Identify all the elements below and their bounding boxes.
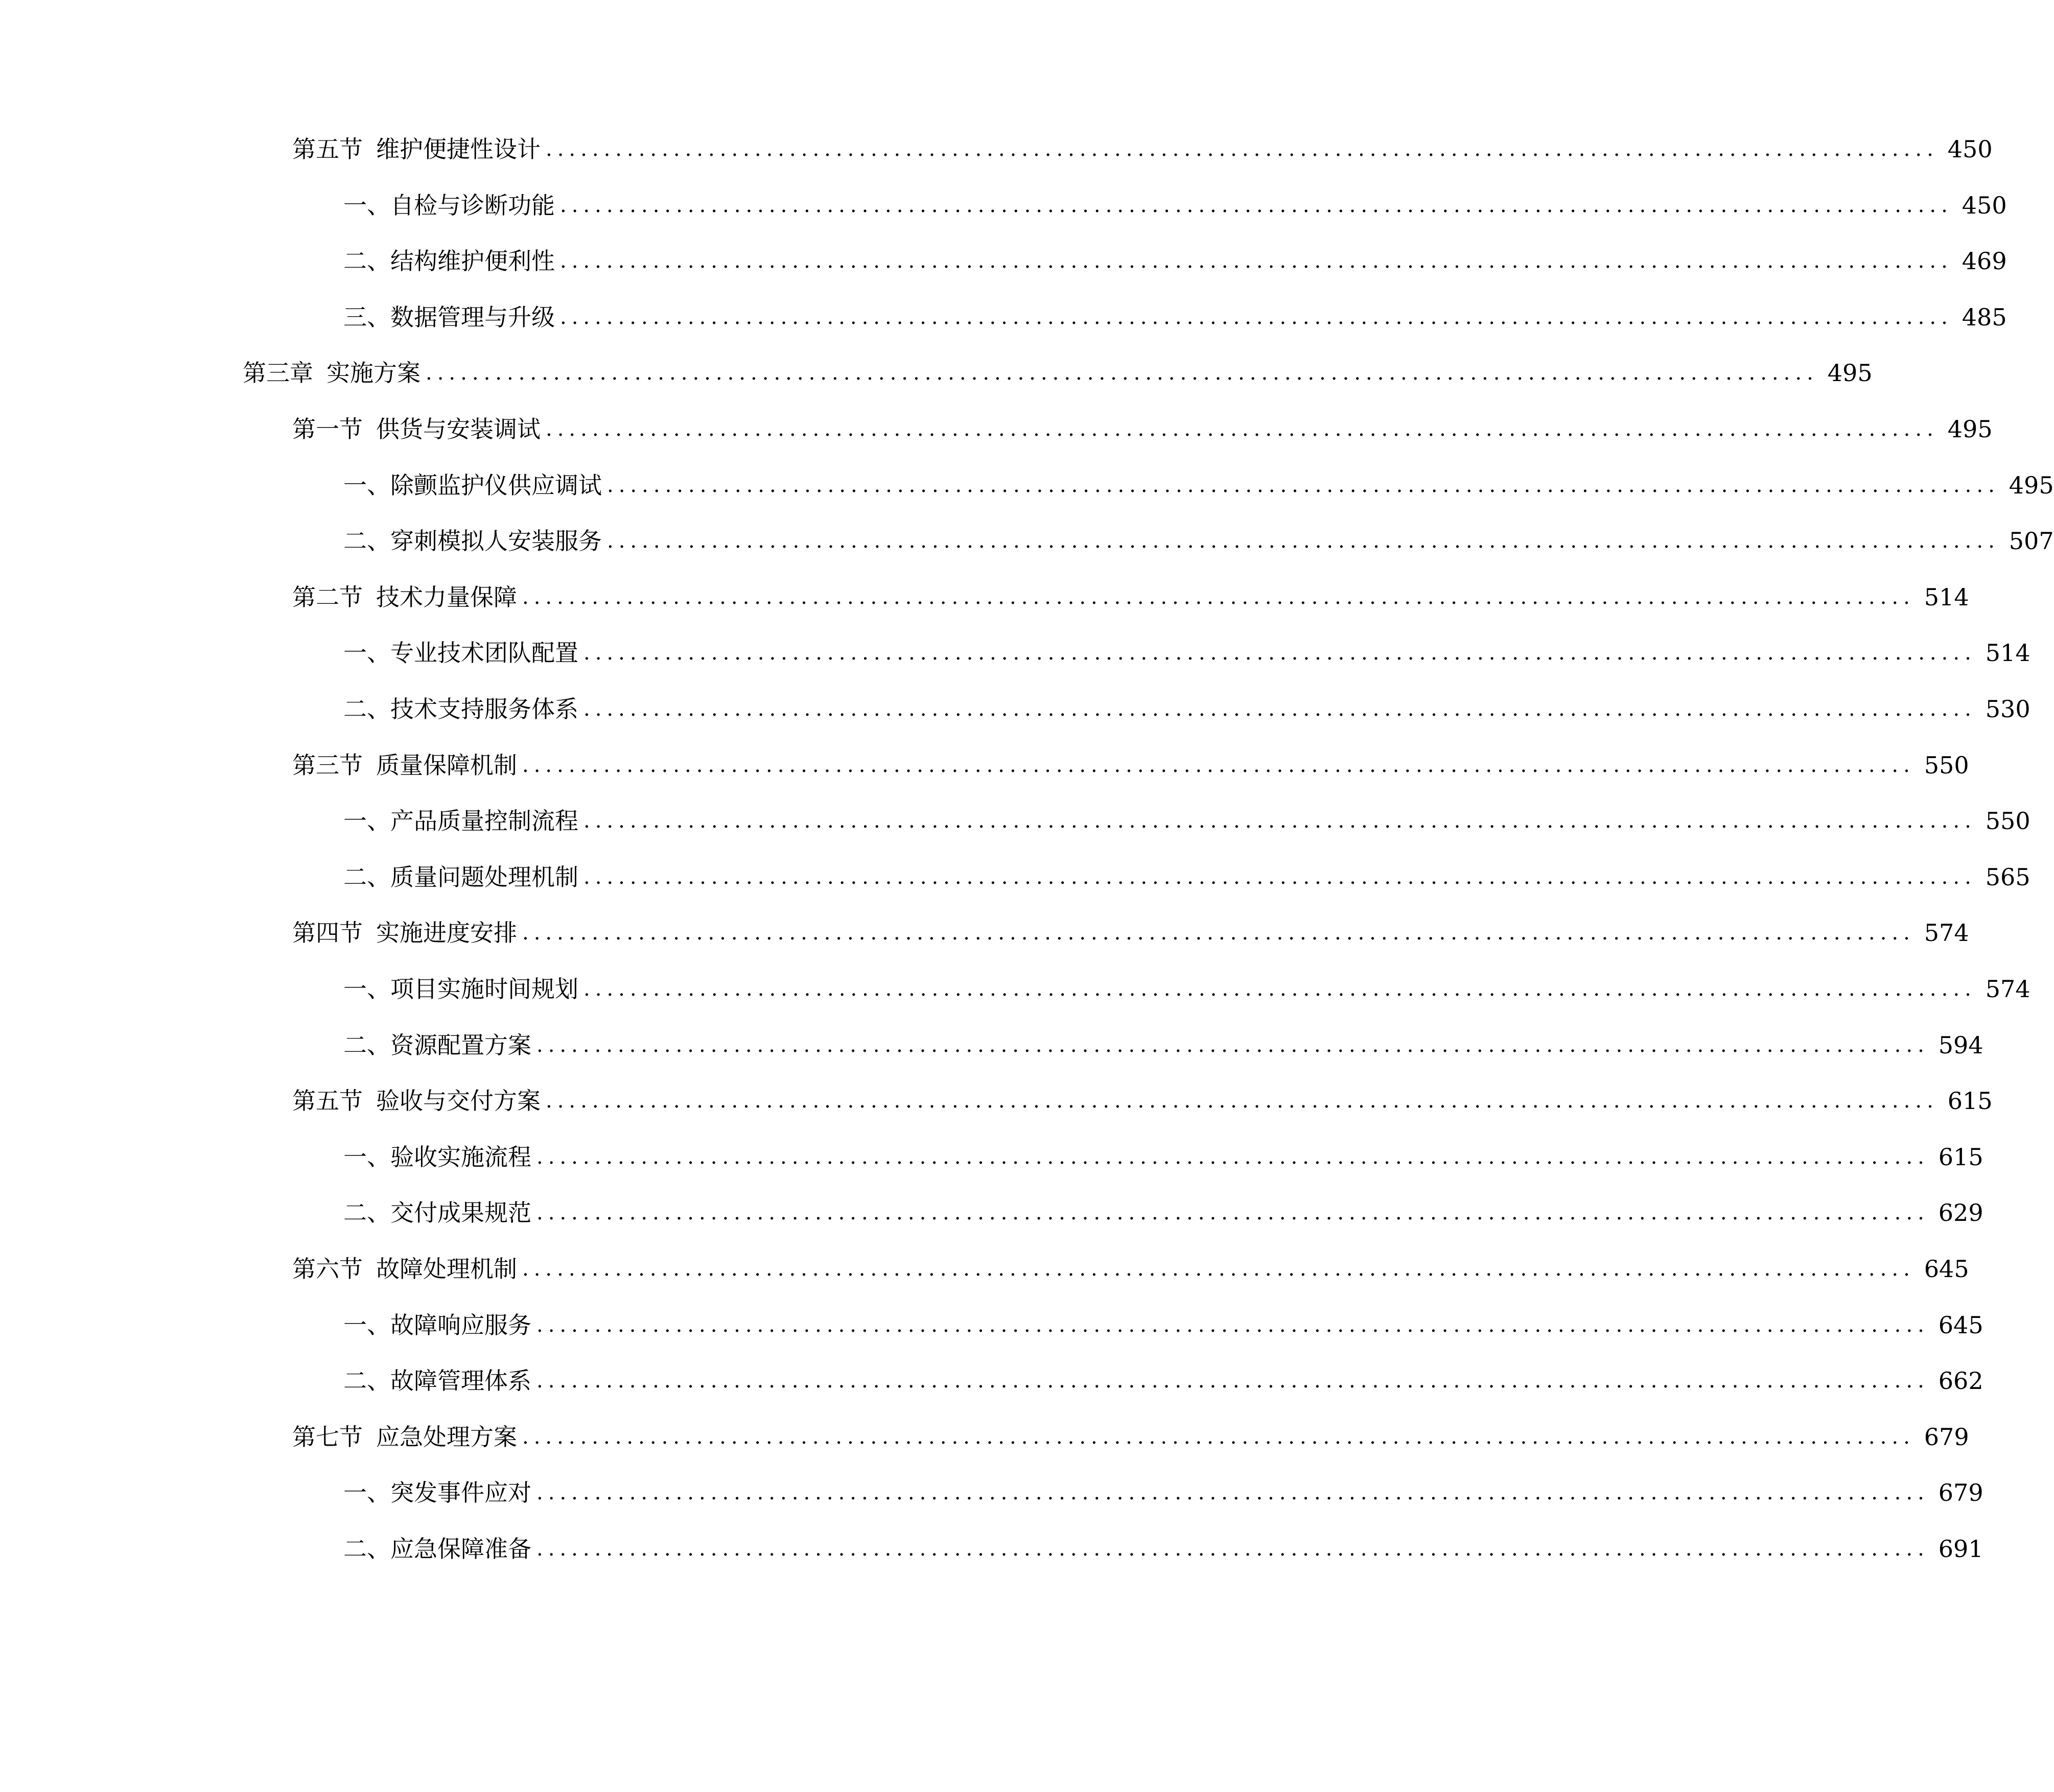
- toc-entry-page-number: 495: [1827, 359, 1873, 387]
- toc-entry-page-number: 615: [1938, 1143, 1983, 1171]
- toc-entry-title: 质量保障机制: [376, 751, 517, 779]
- toc-entry[interactable]: [0, 1528, 1983, 1569]
- toc-entry-inner: [292, 1080, 1993, 1121]
- toc-entry-inner: [292, 129, 1993, 170]
- toc-entry-number: 二、: [343, 1031, 390, 1059]
- dot-leader: ........................................................................................................................: [546, 137, 1939, 161]
- toc-entry-inner: [343, 1472, 1983, 1513]
- dot-leader: ........................................................................................................................: [546, 1089, 1939, 1113]
- toc-entry[interactable]: [0, 241, 2007, 281]
- toc-entry-title: 突发事件应对: [390, 1479, 531, 1507]
- toc-entry[interactable]: [0, 465, 2054, 506]
- toc-entry[interactable]: [0, 800, 2030, 841]
- toc-entry-inner: [343, 1360, 1983, 1401]
- toc-entry-page-number: 495: [1947, 415, 1993, 443]
- toc-entry-title: 实施方案: [326, 359, 421, 387]
- toc-entry[interactable]: [0, 409, 1993, 450]
- toc-entry-number: 第四节: [292, 919, 363, 947]
- toc-entry-page-number: 574: [1924, 919, 1969, 947]
- toc-entry[interactable]: [0, 745, 1969, 786]
- dot-leader: ........................................................................................................................: [583, 977, 1976, 1001]
- toc-entry-inner: [343, 521, 2054, 561]
- toc-entry-title: 故障管理体系: [390, 1367, 531, 1395]
- dot-leader: ........................................................................................................................: [536, 1145, 1929, 1169]
- dot-leader: ........................................................................................................................: [607, 473, 2000, 497]
- dot-leader: ........................................................................................................................: [522, 753, 1915, 777]
- toc-entry[interactable]: [0, 632, 2030, 673]
- toc-entry-title: 应急处理方案: [376, 1423, 517, 1451]
- dot-leader: ........................................................................................................................: [583, 697, 1976, 721]
- toc-entry-number: 第五节: [292, 135, 363, 163]
- toc-entry[interactable]: [0, 1080, 1993, 1121]
- toc-entry-page-number: 530: [1985, 695, 2030, 723]
- toc-entry[interactable]: [0, 1025, 1983, 1066]
- toc-entry-page-number: 645: [1924, 1255, 1969, 1283]
- dot-leader: ........................................................................................................................: [522, 1425, 1915, 1449]
- toc-entry-inner: [343, 1192, 1983, 1233]
- toc-entry-page-number: 662: [1938, 1367, 1983, 1395]
- toc-entry-page-number: 645: [1938, 1311, 1983, 1339]
- toc-entry-page-number: 485: [1962, 303, 2007, 331]
- toc-entry-number: 二、: [343, 695, 390, 723]
- dot-leader: ........................................................................................................................: [546, 417, 1939, 441]
- toc-entry-page-number: 514: [1924, 583, 1969, 611]
- toc-entry-title: 故障处理机制: [376, 1255, 517, 1283]
- toc-entry-page-number: 594: [1938, 1031, 1983, 1059]
- toc-entry-number: 二、: [343, 863, 390, 891]
- toc-entry-number: 一、: [343, 1143, 390, 1171]
- dot-leader: ........................................................................................................................: [522, 1257, 1915, 1281]
- toc-entry-title: 应急保障准备: [390, 1535, 531, 1563]
- toc-entry-title: 除颤监护仪供应调试: [390, 471, 602, 499]
- toc-entry-number: 第五节: [292, 1087, 363, 1115]
- dot-leader: ........................................................................................................................: [536, 1481, 1929, 1505]
- toc-entry-number: 一、: [343, 191, 390, 219]
- dot-leader: ........................................................................................................................: [536, 1201, 1929, 1225]
- toc-entry-page-number: 679: [1924, 1423, 1969, 1451]
- toc-entry-inner: [292, 409, 1993, 450]
- toc-entry[interactable]: [0, 969, 2030, 1009]
- toc-entry-number: 三、: [343, 303, 390, 331]
- dot-leader: ........................................................................................................................: [426, 361, 1818, 385]
- toc-entry-number: 二、: [343, 1535, 390, 1563]
- toc-entry-title: 结构维护便利性: [390, 247, 555, 275]
- toc-entry-inner: [343, 1137, 1983, 1177]
- toc-entry-inner: [292, 577, 1969, 618]
- toc-entry[interactable]: [0, 129, 1993, 170]
- toc-entry-title: 自检与诊断功能: [390, 191, 555, 219]
- toc-entry[interactable]: [0, 1472, 1983, 1513]
- toc-entry-page-number: 450: [1947, 135, 1993, 163]
- toc-entry-number: 一、: [343, 639, 390, 667]
- toc-entry[interactable]: [0, 1305, 1983, 1346]
- toc-entry-inner: [243, 352, 1873, 393]
- toc-entry-inner: [292, 1248, 1969, 1289]
- toc-entry[interactable]: [0, 1137, 1983, 1177]
- toc-entry-title: 交付成果规范: [390, 1199, 531, 1227]
- dot-leader: ........................................................................................................................: [607, 529, 2000, 553]
- toc-entry-inner: [343, 1528, 1983, 1569]
- toc-entry-number: 一、: [343, 1311, 390, 1339]
- dot-leader: ........................................................................................................................: [560, 249, 1953, 273]
- dot-leader: ........................................................................................................................: [522, 921, 1915, 945]
- toc-entry-inner: [343, 689, 2030, 729]
- dot-leader: ........................................................................................................................: [536, 1369, 1929, 1393]
- toc-entry-inner: [343, 632, 2030, 673]
- toc-entry-title: 实施进度安排: [376, 919, 517, 947]
- toc-entry-title: 质量问题处理机制: [390, 863, 578, 891]
- toc-entry-title: 专业技术团队配置: [390, 639, 578, 667]
- toc-entry-page-number: 469: [1962, 247, 2007, 275]
- toc-entry-page-number: 495: [2009, 471, 2054, 499]
- toc-entry[interactable]: [0, 352, 1873, 393]
- toc-entry-inner: [292, 745, 1969, 786]
- toc-entry[interactable]: [0, 1248, 1969, 1289]
- toc-entry-title: 验收实施流程: [390, 1143, 531, 1171]
- toc-entry[interactable]: [0, 1192, 1983, 1233]
- toc-entry-page-number: 615: [1947, 1087, 1993, 1115]
- toc-entry[interactable]: [0, 912, 1969, 953]
- dot-leader: ........................................................................................................................: [536, 1537, 1929, 1561]
- toc-entry[interactable]: [0, 689, 2030, 729]
- toc-entry-inner: [343, 800, 2030, 841]
- toc-entry-page-number: 574: [1985, 975, 2030, 1003]
- toc-entry-number: 二、: [343, 1199, 390, 1227]
- toc-entry-page-number: 514: [1985, 639, 2030, 667]
- toc-entry-title: 技术力量保障: [376, 583, 517, 611]
- toc-entry-inner: [292, 912, 1969, 953]
- toc-entry-inner: [343, 857, 2030, 898]
- dot-leader: ........................................................................................................................: [583, 865, 1976, 889]
- toc-entry-number: 一、: [343, 471, 390, 499]
- toc-entry-title: 维护便捷性设计: [376, 135, 541, 163]
- dot-leader: ........................................................................................................................: [536, 1033, 1929, 1057]
- toc-entry-inner: [343, 1305, 1983, 1346]
- toc-entry-inner: [343, 241, 2007, 281]
- toc-entry[interactable]: [0, 857, 2030, 898]
- toc-entry-page-number: 679: [1938, 1479, 1983, 1507]
- toc-entry-page-number: 565: [1985, 863, 2030, 891]
- toc-entry-page-number: 550: [1924, 751, 1969, 779]
- toc-entry[interactable]: [0, 185, 2007, 226]
- toc-entry-inner: [343, 297, 2007, 338]
- toc-entry[interactable]: [0, 521, 2054, 561]
- dot-leader: ........................................................................................................................: [583, 641, 1976, 665]
- toc-entry-page-number: 550: [1985, 807, 2030, 835]
- toc-entry-title: 资源配置方案: [390, 1031, 531, 1059]
- toc-entry-page-number: 629: [1938, 1199, 1983, 1227]
- toc-entry-title: 产品质量控制流程: [390, 807, 578, 835]
- toc-entry-inner: [343, 465, 2054, 506]
- toc-entry-page-number: 507: [2009, 527, 2054, 555]
- toc-entry-number: 第七节: [292, 1423, 363, 1451]
- toc-entry-title: 故障响应服务: [390, 1311, 531, 1339]
- toc-entry-number: 第六节: [292, 1255, 363, 1283]
- toc-entry-number: 二、: [343, 247, 390, 275]
- toc-entry-number: 第三章: [243, 359, 313, 387]
- toc-entry-inner: [343, 969, 2030, 1009]
- toc-entry-inner: [343, 1025, 1983, 1066]
- toc-entry-number: 二、: [343, 1367, 390, 1395]
- toc-entry-number: 第二节: [292, 583, 363, 611]
- toc-entry-inner: [343, 185, 2007, 226]
- toc-entry-page-number: 691: [1938, 1535, 1983, 1563]
- toc-entry-number: 一、: [343, 1479, 390, 1507]
- dot-leader: ........................................................................................................................: [522, 585, 1915, 609]
- toc-entry-title: 穿刺模拟人安装服务: [390, 527, 602, 555]
- toc-entry[interactable]: [0, 1360, 1983, 1401]
- toc-entry-inner: [292, 1417, 1969, 1457]
- toc-entry-number: 二、: [343, 527, 390, 555]
- toc-entry-title: 技术支持服务体系: [390, 695, 578, 723]
- toc-entry-number: 一、: [343, 975, 390, 1003]
- toc-entry-number: 第一节: [292, 415, 363, 443]
- toc-entry-title: 验收与交付方案: [376, 1087, 541, 1115]
- dot-leader: ........................................................................................................................: [583, 809, 1976, 833]
- toc-entry-title: 项目实施时间规划: [390, 975, 578, 1003]
- toc-entry[interactable]: [0, 1417, 1969, 1457]
- toc-entry-title: 供货与安装调试: [376, 415, 541, 443]
- dot-leader: ........................................................................................................................: [560, 193, 1953, 217]
- toc-entry-title: 数据管理与升级: [390, 303, 555, 331]
- dot-leader: ........................................................................................................................: [560, 305, 1953, 329]
- toc-entry[interactable]: [0, 297, 2007, 338]
- dot-leader: ........................................................................................................................: [536, 1313, 1929, 1337]
- toc-entry-number: 第三节: [292, 751, 363, 779]
- toc-entry[interactable]: [0, 577, 1969, 618]
- toc-entry-page-number: 450: [1962, 191, 2007, 219]
- toc-entry-number: 一、: [343, 807, 390, 835]
